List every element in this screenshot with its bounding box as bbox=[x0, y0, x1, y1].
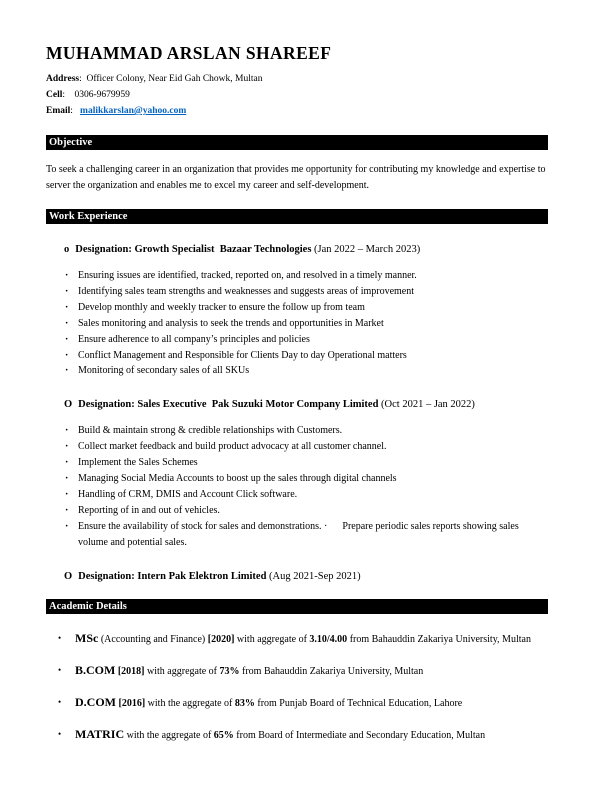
bullet-marker: • bbox=[58, 696, 62, 707]
section-title-objective: Objective bbox=[49, 137, 93, 148]
bullet-text: Sales monitoring and analysis to seek the trends and opportunities in Market bbox=[78, 317, 384, 329]
objective-paragraph: To seek a challenging career in an organization that provides me opportunity for contributing my knowledge and expertise to server the organization and enables me to excel my career and self-development. bbox=[46, 164, 546, 191]
bullet-marker: · bbox=[65, 317, 69, 329]
bullet-text: Ensure the availability of stock for sales and demonstrations. · Prepare periodic sales reports showing sales volume and potential sales. bbox=[78, 520, 522, 548]
academic-item bbox=[46, 726, 548, 744]
job-bullet-list bbox=[46, 268, 548, 379]
job-dates: (Oct 2021 – Jan 2022) bbox=[378, 399, 475, 411]
job-title: Designation: Sales Executive Pak Suzuki Motor Company Limited bbox=[78, 399, 379, 411]
section-header-academic-details bbox=[46, 599, 548, 614]
bullet-marker: • bbox=[58, 664, 62, 675]
bullet-marker: · bbox=[65, 270, 69, 281]
address-value: Officer Colony, Near Eid Gah Chowk, Multan bbox=[86, 74, 263, 84]
bullet-text: Handling of CRM, DMIS and Account Click software. bbox=[78, 488, 298, 500]
academic-item-text: MATRIC with the aggregate of 65% from Board of Intermediate and Secondary Education, Multan bbox=[75, 726, 486, 741]
cell-line bbox=[46, 87, 548, 103]
job-bullet-list bbox=[46, 423, 548, 550]
section-title-academic-details: Academic Details bbox=[49, 600, 127, 612]
bullet-text: Develop monthly and weekly tracker to ensure the follow up from team bbox=[78, 301, 365, 313]
work-bullet-item bbox=[46, 268, 548, 284]
section-title-work-experience: Work Experience bbox=[49, 211, 128, 222]
section-header-objective bbox=[46, 135, 548, 150]
job-heading-intern bbox=[64, 570, 548, 584]
bullet-marker: · bbox=[65, 349, 69, 361]
bullet-marker: · bbox=[65, 504, 69, 516]
candidate-name: MUHAMMAD ARSLAN SHAREEF bbox=[46, 43, 332, 63]
work-bullet-item bbox=[46, 487, 548, 503]
bullet-marker: • bbox=[58, 632, 62, 643]
bullet-text: Collect market feedback and build product advocacy at all customer channel. bbox=[78, 441, 387, 453]
bullet-text: Conflict Management and Responsible for Clients Day to day Operational matters bbox=[78, 349, 407, 361]
work-bullet-item bbox=[46, 363, 548, 379]
job-title: Designation: Intern Pak Elektron Limited bbox=[78, 570, 267, 582]
email-separator: : bbox=[70, 106, 81, 116]
work-bullet-item bbox=[46, 300, 548, 316]
bullet-marker: • bbox=[58, 728, 62, 739]
bullet-text: Monitoring of secondary sales of all SKUs bbox=[78, 365, 250, 377]
cell-separator: : bbox=[62, 90, 75, 100]
academic-item bbox=[46, 694, 548, 712]
cell-value: 0306-9679959 bbox=[74, 90, 130, 100]
email-line bbox=[46, 103, 548, 119]
job-title: Designation: Growth Specialist Bazaar Technologies bbox=[75, 244, 312, 255]
academic-item bbox=[46, 630, 548, 648]
academic-item-text: D.COM [2016] with the aggregate of 83% from Punjab Board of Technical Education, Lahore bbox=[75, 694, 463, 709]
work-bullet-item bbox=[46, 332, 548, 348]
academic-list bbox=[46, 630, 548, 744]
section-header-work-experience bbox=[46, 209, 548, 224]
circle-list-marker: O bbox=[64, 399, 73, 411]
work-bullet-item bbox=[46, 519, 548, 551]
academic-item-text: MSc (Accounting and Finance) [2020] with aggregate of 3.10/4.00 from Bahauddin Zakariya University, Multan bbox=[75, 630, 531, 645]
work-bullet-item bbox=[46, 316, 548, 332]
academic-item bbox=[46, 662, 548, 680]
bullet-text: Identifying sales team strengths and weaknesses and suggests areas of improvement bbox=[78, 285, 415, 297]
address-separator: : bbox=[79, 74, 87, 84]
bullet-marker: · bbox=[65, 441, 69, 453]
bullet-text: Reporting of in and out of vehicles. bbox=[78, 504, 220, 516]
bullet-text: Implement the Sales Schemes bbox=[78, 457, 198, 469]
email-link[interactable]: malikkarslan@yahoo.com bbox=[80, 106, 187, 116]
bullet-text: Ensuring issues are identified, tracked, reported on, and resolved in a timely manner. bbox=[78, 270, 417, 281]
contact-block bbox=[46, 71, 548, 119]
bullet-text: Ensure adherence to all company’s principles and policies bbox=[78, 333, 310, 345]
bullet-text: Build & maintain strong & credible relationships with Customers. bbox=[78, 425, 343, 437]
bullet-marker: · bbox=[65, 425, 69, 437]
work-bullet-item bbox=[46, 503, 548, 519]
bullet-marker: · bbox=[65, 301, 69, 313]
job-dates: (Jan 2022 – March 2023) bbox=[311, 244, 421, 255]
bullet-marker: · bbox=[65, 365, 69, 377]
bullet-marker: · bbox=[65, 333, 69, 345]
work-bullet-item bbox=[46, 471, 548, 487]
bullet-marker: · bbox=[65, 285, 69, 297]
job-heading-growth-specialist bbox=[64, 243, 548, 257]
bullet-marker: · bbox=[65, 473, 69, 485]
work-bullet-item bbox=[46, 348, 548, 364]
work-bullet-item bbox=[46, 455, 548, 471]
bullet-marker: · bbox=[65, 520, 69, 532]
circle-list-marker: O bbox=[64, 570, 73, 582]
circle-list-marker: o bbox=[64, 244, 70, 255]
job-heading-sales-executive bbox=[64, 398, 548, 412]
bullet-marker: · bbox=[65, 457, 69, 469]
academic-item-text: B.COM [2018] with aggregate of 73% from Bahauddin Zakariya University, Multan bbox=[75, 662, 424, 677]
work-bullet-item bbox=[46, 423, 548, 439]
address-line bbox=[46, 71, 548, 87]
cell-label: Cell bbox=[46, 90, 63, 100]
job-dates: (Aug 2021-Sep 2021) bbox=[266, 570, 361, 582]
bullet-marker: · bbox=[65, 488, 69, 500]
email-label: Email bbox=[46, 106, 71, 116]
address-label: Address bbox=[46, 74, 80, 84]
work-bullet-item bbox=[46, 284, 548, 300]
bullet-text: Managing Social Media Accounts to boost up the sales through digital channels bbox=[78, 473, 397, 485]
work-bullet-item bbox=[46, 439, 548, 455]
